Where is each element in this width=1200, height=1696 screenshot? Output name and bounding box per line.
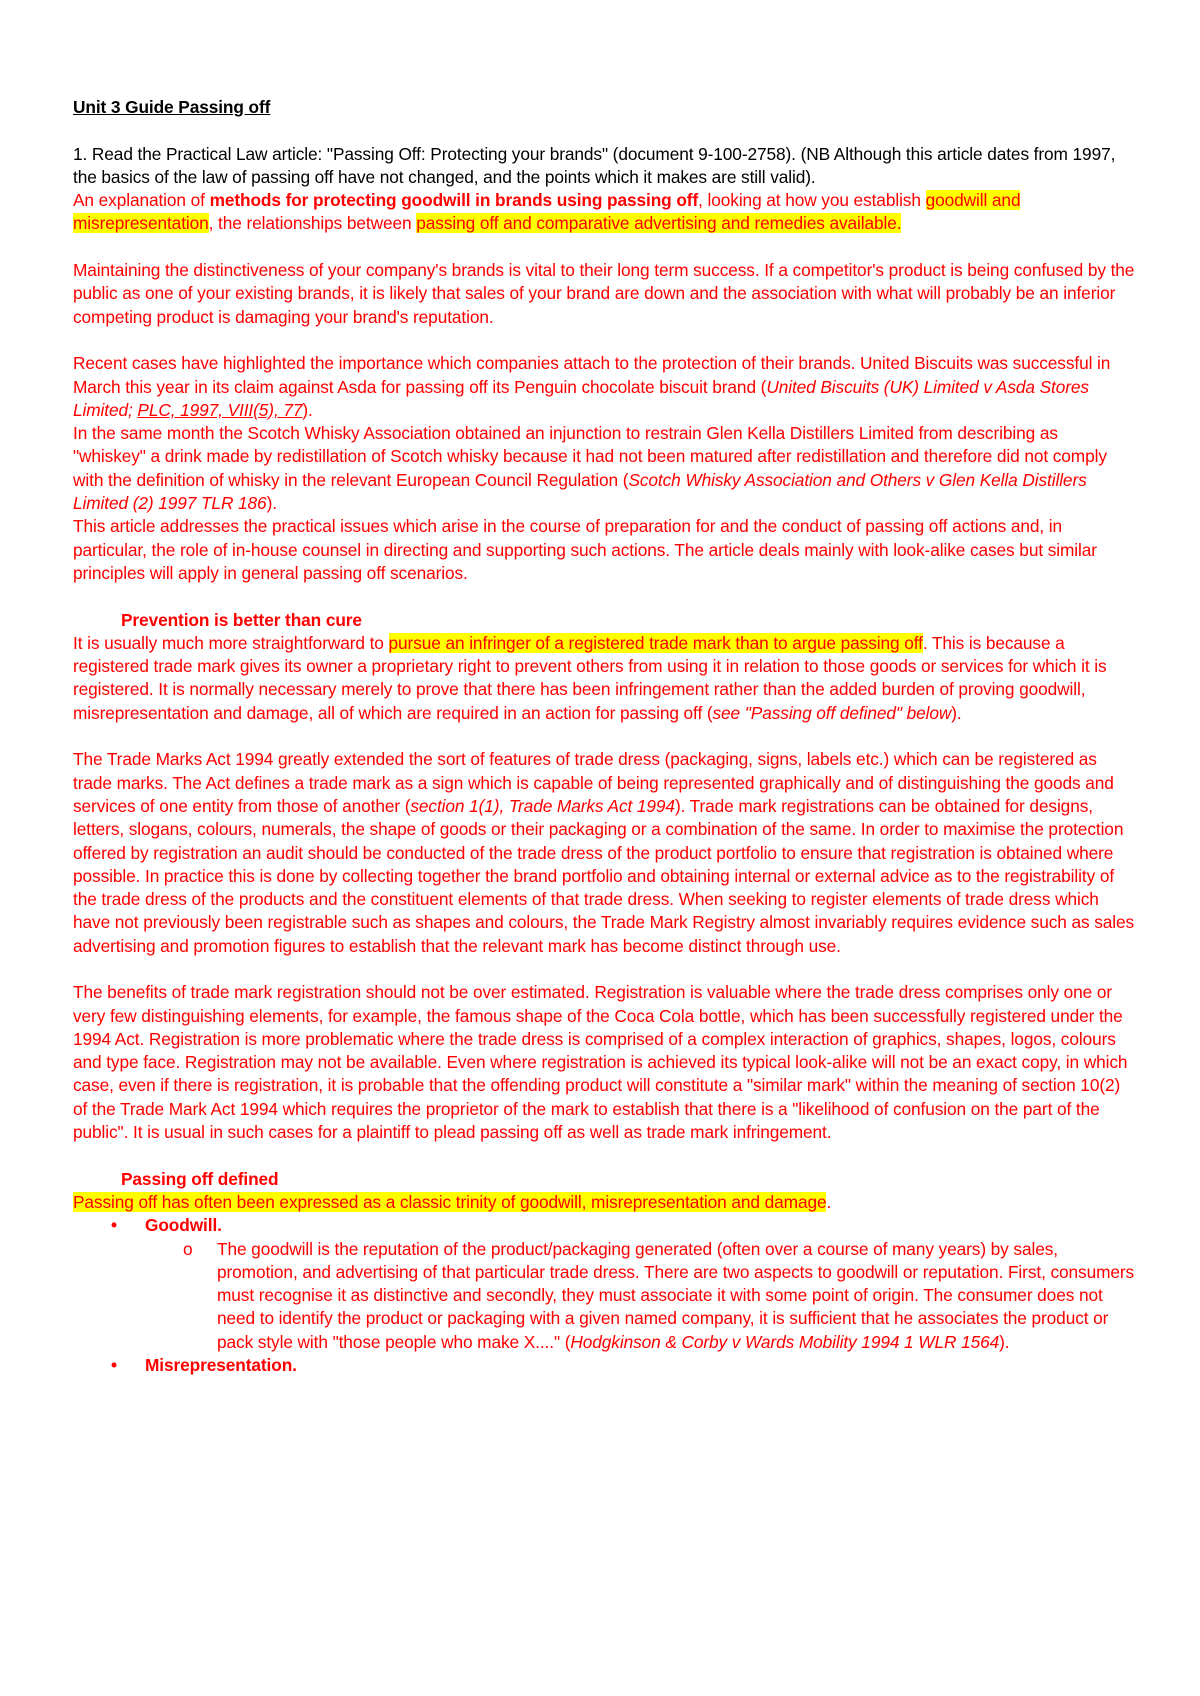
intro-highlight-goodwill: goodwill and misrepresentation <box>73 190 1021 234</box>
goodwill-text-end: ). <box>999 1331 1010 1352</box>
prevention-highlight: pursue an infringer of a registered trade mark than to argue passing off <box>388 632 923 653</box>
recent-cases-paragraph <box>73 352 1135 422</box>
blank-line <box>73 725 1135 748</box>
blank-line <box>73 958 1135 981</box>
misrepresentation-title: Misrepresentation. <box>145 1355 297 1376</box>
intro-text-2: , looking at how you establish <box>698 190 926 211</box>
blank-line <box>73 585 1135 608</box>
intro-paragraph <box>73 189 1135 236</box>
goodwill-sublist <box>145 1238 1135 1354</box>
prevention-italic-ref: see "Passing off defined" below <box>712 702 952 723</box>
blank-line <box>73 329 1135 352</box>
whisky-case-citation: Scotch Whisky Association and Others v Glen Kella Distillers Limited (2) 1997 TLR 186 <box>73 469 1087 514</box>
question-1: 1. Read the Practical Law article: "Passing Off: Protecting your brands" (document 9-100-2758). (NB Although this article dates from 1997, the basics of the law of passing off have not changed, and the points which it makes are still valid). <box>73 143 1116 187</box>
tma-italic-section: section 1(1), Trade Marks Act 1994 <box>410 795 675 816</box>
whisky-text-1: In the same month the Scotch Whisky Association obtained an injunction to restrain Glen Kella Distillers Limited from describing as "whiskey" a drink made by redistillation of Scotch whisky because it had not been matured after redistillation and therefore did not comply with the definition of whisky in the relevant European Council Regulation ( <box>73 423 1107 490</box>
list-item-misrepresentation <box>73 1354 1135 1377</box>
blank-line <box>73 236 1135 259</box>
heading-prevention: Prevention is better than cure <box>121 609 362 630</box>
document-page <box>73 96 1135 1377</box>
defined-highlight: Passing off has often been expressed as a classic trinity of goodwill, misrepresentation and damage <box>73 1191 827 1212</box>
defined-paragraph <box>73 1191 1135 1214</box>
goodwill-title: Goodwill. <box>145 1215 222 1236</box>
whisky-text-2: ). <box>266 493 277 514</box>
bullet-icon: • <box>111 1355 117 1376</box>
prevention-paragraph <box>73 632 1135 725</box>
sub-list-item <box>145 1238 1135 1354</box>
recent-case-citation: United Biscuits (UK) Limited v Asda Stores Limited; <box>73 376 1089 420</box>
blank-line <box>73 119 1135 142</box>
recent-text-1: Recent cases have highlighted the importance which companies attach to the protection of their brands. United Biscuits was successful in March this year in its claim against Asda for passing off its Penguin chocolate biscuit brand ( <box>73 353 1111 397</box>
page-title: Unit 3 Guide Passing off <box>73 97 271 117</box>
goodwill-case-citation: Hodgkinson & Corby v Wards Mobility 1994 1 WLR 1564 <box>570 1331 1000 1352</box>
tma-text-2: ). Trade mark registrations can be obtained for designs, letters, slogans, colours, numerals, the shape of goods or their packaging or a combination of the same. In order to maximise the protection offered by registration an audit should be conducted of the trade dress of the product portfolio to ensure that registration is obtained where possible. In practice this is done by collecting together the brand portfolio and obtaining internal or external advice as to the registrability of the trade dress of the products and the constituent elements of that trade dress. When seeking to register elements of trade dress which have not previously been registrable such as shapes and colours, the Trade Mark Registry almost invariably requires evidence such as sales advertising and promotion figures to establish that the relevant mark has become distinct through use. <box>73 795 1135 956</box>
elements-list <box>73 1214 1135 1377</box>
maintaining-paragraph: Maintaining the distinctiveness of your company's brands is vital to their long term success. If a competitor's product is being confused by the public as one of your existing brands, it is likely that sales of your brand are down and the association with what will probably be an inferior competing product is damaging your brand's reputation. <box>73 260 1135 327</box>
tma-text-1: The Trade Marks Act 1994 greatly extended the sort of features of trade dress (packaging, signs, labels etc.) which can be registered as trade marks. The Act defines a trade mark as a sign which is capable of being represented graphically and of distinguishing the goods and services of one entity from those of another ( <box>73 749 1114 816</box>
goodwill-text: The goodwill is the reputation of the product/packaging generated (often over a course of many years) by sales, promotion, and advertising of that particular trade dress. There are two aspects to goodwill or reputation. First, consumers must recognise it as distinctive and secondly, they must associate it with some point of origin. The consumer does not need to identify the product or packaging with a given named company, it is sufficient that he associates the product or pack style with "those people who make X...." ( <box>217 1238 1135 1352</box>
defined-text-end: . <box>826 1191 832 1212</box>
heading-passing-off-defined: Passing off defined <box>121 1168 279 1189</box>
whisky-paragraph <box>73 422 1135 515</box>
intro-text-3: , the relationships between <box>208 213 417 234</box>
intro-bold-methods: methods for protecting goodwill in brands using passing off <box>209 190 699 211</box>
recent-case-reference: PLC, 1997, VIII(5), 77 <box>137 399 303 420</box>
intro-text-1: An explanation of <box>73 190 210 211</box>
bullet-icon: • <box>111 1215 117 1236</box>
circle-bullet-icon: o <box>183 1238 193 1259</box>
intro-highlight-remedies: passing off and comparative advertising and remedies available. <box>416 213 902 234</box>
prevention-text-1: It is usually much more straightforward to <box>73 632 389 653</box>
prevention-text-2: . This is because a registered trade mark gives its owner a proprietary right to prevent others from using it in relation to those goods or services for which it is registered. It is normally necessary merely to prove that there has been infringement rather than the added burden of proving goodwill, misrepresentation and damage, all of which are required in an action for passing off ( <box>73 632 1107 723</box>
recent-text-2: ). <box>302 399 313 420</box>
trade-marks-act-paragraph <box>73 748 1135 958</box>
prevention-text-3: ). <box>951 702 962 723</box>
list-item-goodwill <box>73 1214 1135 1354</box>
benefits-paragraph: The benefits of trade mark registration should not be over estimated. Registration is valuable where the trade dress comprises only one or very few distinguishing elements, for example, the famous shape of the Coca Cola bottle, which has been successfully registered under the 1994 Act. Registration is more problematic where the trade dress is comprised of a complex interaction of graphics, shapes, logos, colours and type face. Registration may not be available. Even where registration is achieved its typical look-alike will not be an exact copy, in which case, even if there is registration, it is probable that the offending product will constitute a "similar mark" within the meaning of section 10(2) of the Trade Mark Act 1994 which requires the proprietor of the mark to establish that there is a "likelihood of confusion on the part of the public". It is usual in such cases for a plaintiff to plead passing off as well as trade mark infringement. <box>73 982 1128 1143</box>
article-scope-paragraph: This article addresses the practical issues which arise in the course of preparation for and the conduct of passing off actions and, in particular, the role of in-house counsel in directing and supporting such actions. The article deals mainly with look-alike cases but similar principles will apply in general passing off scenarios. <box>73 516 1097 583</box>
blank-line <box>73 1144 1135 1167</box>
